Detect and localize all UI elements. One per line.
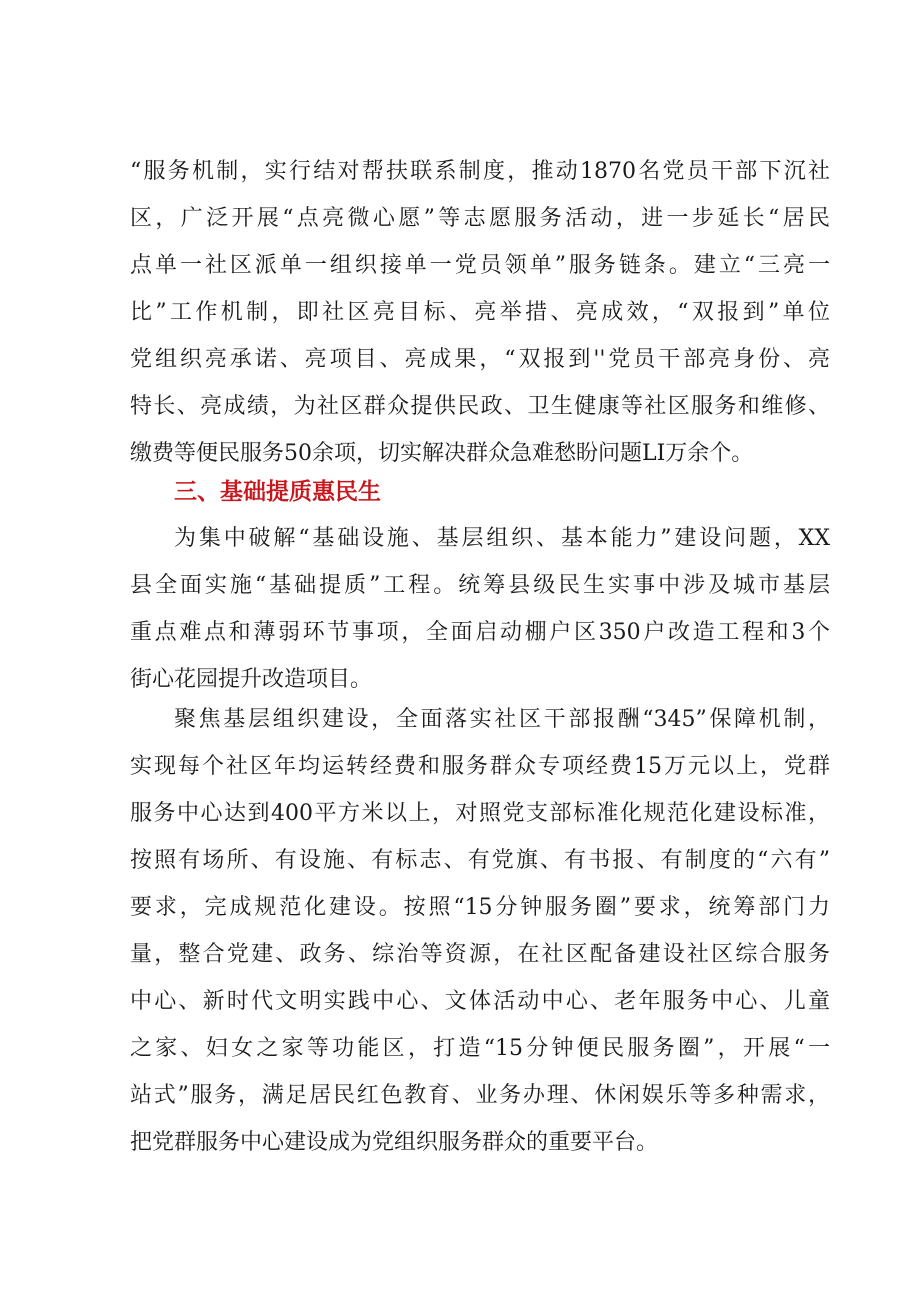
- paragraph-line: 中心、新时代文明实践中心、文体活动中心、老年服务中心、儿童: [130, 989, 830, 1014]
- paragraph-line: 街心花园提升改造项目。: [130, 667, 373, 692]
- section-heading: 三、基础提质惠民生: [174, 479, 381, 505]
- paragraph-line: “服务机制，实行结对帮扶联系制度，推动1870名党员干部下沉社: [130, 159, 830, 184]
- paragraph-line: 服务中心达到400平方米以上，对照党支部标准化规范化建设标准，: [130, 801, 830, 826]
- paragraph-line: 把党群服务中心建设成为党组织服务群众的重要平台。: [130, 1130, 659, 1155]
- paragraph-line: 之家、妇女之家等功能区，打造“15分钟便民服务圈”，开展“一: [130, 1036, 830, 1061]
- paragraph-line: 按照有场所、有设施、有标志、有党旗、有书报、有制度的“六有”: [130, 848, 830, 873]
- paragraph-line: 区，广泛开展“点亮微心愿”等志愿服务活动，进一步延长“居民: [130, 206, 830, 231]
- paragraph-line: 党组织亮承诺、亮项目、亮成果，“双报到''党员干部亮身份、亮: [130, 347, 830, 372]
- paragraph-line: 为集中破解“基础设施、基层组织、基本能力”建设问题，XX: [174, 526, 830, 551]
- paragraph-line: 重点难点和薄弱环节事项，全面启动棚户区350户改造工程和3个: [130, 620, 830, 645]
- paragraph-line: 量，整合党建、政务、综治等资源，在社区配备建设社区综合服务: [130, 942, 830, 967]
- paragraph-line: 要求，完成规范化建设。按照“15分钟服务圈”要求，统筹部门力: [130, 895, 830, 920]
- paragraph-line: 特长、亮成绩，为社区群众提供民政、卫生健康等社区服务和维修、: [130, 394, 830, 419]
- paragraph-line: 县全面实施“基础提质”工程。统筹县级民生实事中涉及城市基层: [130, 573, 830, 598]
- paragraph-line: 缴费等便民服务50余项，切实解决群众急难愁盼问题LI万余个。: [130, 441, 754, 466]
- paragraph-line: 聚焦基层组织建设，全面落实社区干部报酬“345”保障机制，: [174, 707, 830, 732]
- paragraph-line: 点单一社区派单一组织接单一党员领单”服务链条。建立“三亮一: [130, 253, 830, 278]
- paragraph-line: 站式”服务，满足居民红色教育、业务办理、休闲娱乐等多种需求，: [130, 1083, 830, 1108]
- paragraph-line: 比”工作机制，即社区亮目标、亮举措、亮成效，“双报到”单位: [130, 300, 830, 325]
- paragraph-line: 实现每个社区年均运转经费和服务群众专项经费15万元以上，党群: [130, 754, 830, 779]
